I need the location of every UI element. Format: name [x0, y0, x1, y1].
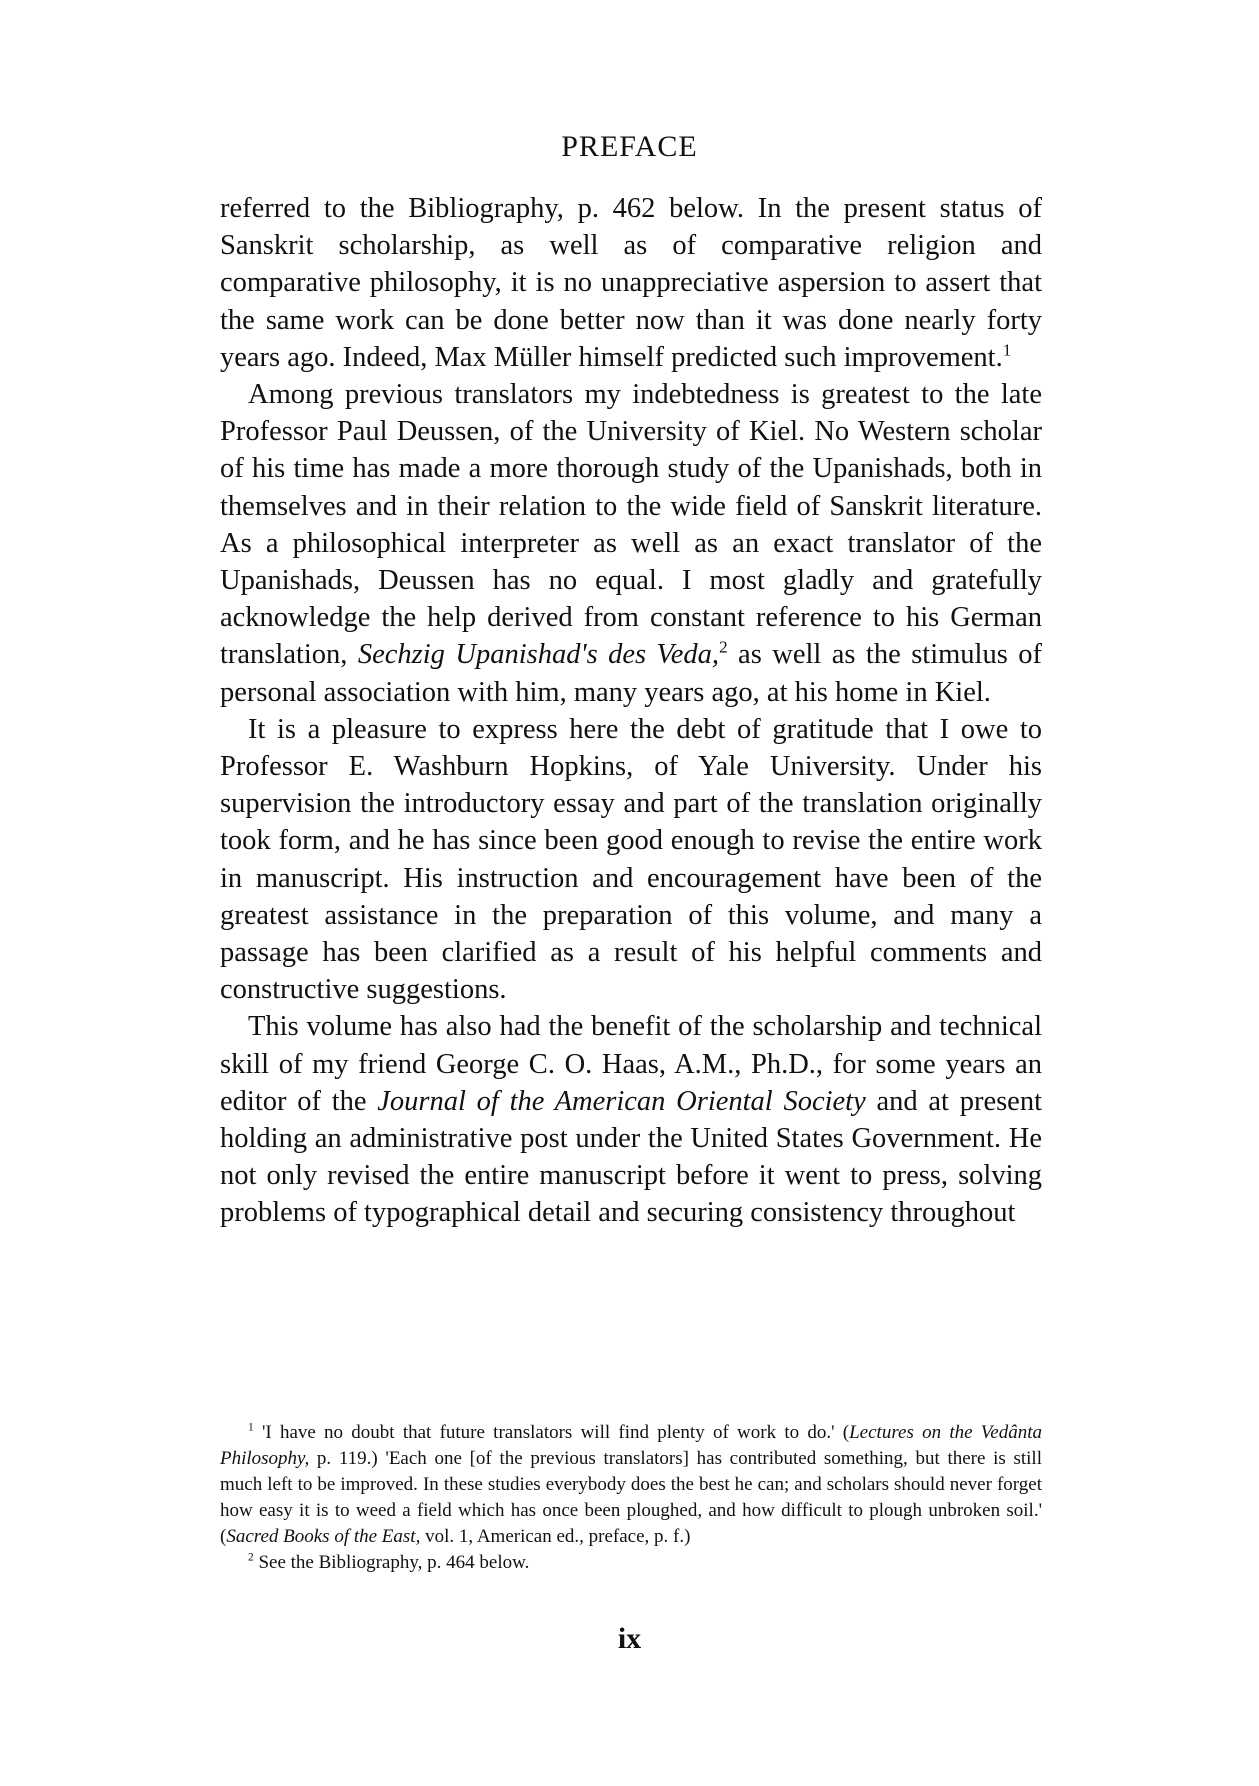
cited-title: Sacred Books of the East, [226, 1526, 421, 1547]
footnote-text: p. 119.) 'Each one [of the previous translators] has contributed something, but there is still much left to be improved. In these studies everybody does the best he can; and scholars should never forget how easy it is to weed a field which has once been ploughed, and how difficult to plough unbroken soil.' ( [220, 1448, 1042, 1547]
paragraph-text: referred to the Bibliography, p. 462 below. In the present status of Sanskrit scholarship, as well as of comparative religion and comparative philosophy, it is no unappreciative aspersion to assert that the same work can be done better now than it was done nearly forty years ago. Indeed, Max Müller himself predicted such improvement. [220, 193, 1042, 373]
footnote-ref-1: 1 [1002, 340, 1012, 360]
footnote-ref-2: 2 [719, 637, 728, 657]
footnote-1 [220, 1420, 1042, 1550]
paragraph-3 [220, 711, 1042, 1009]
footnote-2 [220, 1550, 1042, 1576]
footnotes [220, 1420, 1042, 1576]
paragraph-text: It is a pleasure to express here the debt of gratitude that I owe to Professor E. Washburn Hopkins, of Yale University. Under his supervision the introductory essay and part of the translation originally took form, and he has since been good enough to revise the entire work in manuscript. His instruction and encouragement have been of the greatest assistance in the preparation of this volume, and many a passage has been clarified as a result of his helpful comments and constructive suggestions. [220, 713, 1042, 1006]
footnote-marker: 1 [248, 1421, 254, 1434]
footnote-text: vol. 1, American ed., preface, p. f.) [420, 1526, 691, 1547]
page-number: ix [617, 1622, 642, 1655]
running-header: PREFACE [561, 130, 698, 163]
cited-title: Lectures on the Vedânta Philosophy, [220, 1422, 1042, 1469]
footnote-text: See the Bibliography, p. 464 below. [258, 1552, 530, 1573]
paragraph-2 [220, 376, 1042, 711]
paragraph-text: Among previous translators my indebtedness is greatest to the late Professor Paul Deussen, of the University of Kiel. No Western scholar of his time has made a more thorough study of the Upanishads, both in themselves and in their relation to the wide field of Sanskrit literature. As a philosophical interpreter as well as an exact translator of the Upanishads, Deussen has no equal. I most gladly and gratefully acknowledge the help derived from constant reference to his German translation, [220, 379, 1042, 671]
journal-title: Journal of the American Oriental Society [377, 1085, 866, 1117]
paragraph-text: This volume has also had the benefit of the scholarship and technical skill of my friend George C. O. Haas, A.M., Ph.D., for some years an editor of the [220, 1011, 1042, 1117]
body-text [220, 190, 1042, 1232]
paragraph-text: and at present holding an administrative post under the United States Government. He not only revised the entire manuscript before it went to press, solving problems of typographical detail and securing consistency throughout [220, 1085, 1042, 1229]
book-title: Sechzig Upanishad's des Veda, [357, 639, 720, 671]
footnote-marker: 2 [248, 1551, 254, 1564]
paragraph-text: as well as the stimulus of personal association with him, many years ago, at his home in Kiel. [220, 639, 1042, 708]
paragraph-1 [220, 190, 1042, 376]
footnote-text: 'I have no doubt that future translators will find plenty of work to do.' ( [261, 1422, 850, 1443]
paragraph-4 [220, 1008, 1042, 1231]
